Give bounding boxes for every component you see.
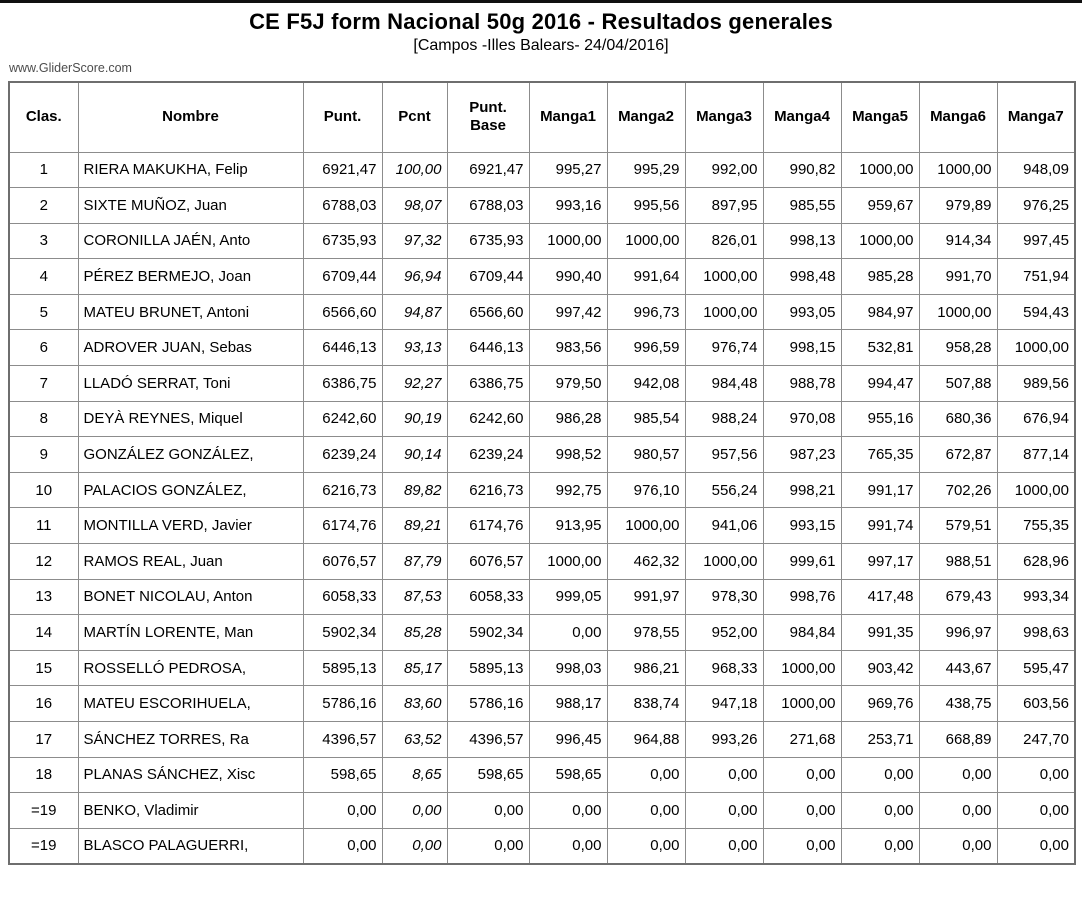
cell-manga1: 990,40 bbox=[529, 259, 607, 295]
cell-punt-base: 598,65 bbox=[447, 757, 529, 793]
cell-manga6: 0,00 bbox=[919, 793, 997, 829]
cell-nombre: ROSSELLÓ PEDROSA, bbox=[78, 650, 303, 686]
cell-manga1: 996,45 bbox=[529, 722, 607, 758]
cell-manga2: 964,88 bbox=[607, 722, 685, 758]
table-row bbox=[9, 259, 1075, 295]
cell-nombre: MONTILLA VERD, Javier bbox=[78, 508, 303, 544]
cell-nombre: GONZÁLEZ GONZÁLEZ, bbox=[78, 437, 303, 473]
col-header-manga4: Manga4 bbox=[763, 82, 841, 152]
cell-manga7: 993,34 bbox=[997, 579, 1075, 615]
cell-clas: 12 bbox=[9, 544, 78, 580]
cell-punt-base: 6386,75 bbox=[447, 366, 529, 402]
event-location-date: [Campos -Illes Balears- 24/04/2016] bbox=[413, 37, 669, 54]
cell-manga4: 998,21 bbox=[763, 472, 841, 508]
cell-clas: 17 bbox=[9, 722, 78, 758]
col-header-manga3: Manga3 bbox=[685, 82, 763, 152]
cell-clas: 2 bbox=[9, 188, 78, 224]
cell-manga3: 992,00 bbox=[685, 152, 763, 188]
cell-manga6: 668,89 bbox=[919, 722, 997, 758]
cell-manga6: 680,36 bbox=[919, 401, 997, 437]
cell-manga4: 970,08 bbox=[763, 401, 841, 437]
cell-manga2: 996,59 bbox=[607, 330, 685, 366]
cell-manga6: 679,43 bbox=[919, 579, 997, 615]
cell-nombre: MARTÍN LORENTE, Man bbox=[78, 615, 303, 651]
cell-punt-base: 0,00 bbox=[447, 793, 529, 829]
cell-manga7: 1000,00 bbox=[997, 330, 1075, 366]
cell-punt-base: 6788,03 bbox=[447, 188, 529, 224]
cell-manga4: 0,00 bbox=[763, 793, 841, 829]
cell-manga4: 998,15 bbox=[763, 330, 841, 366]
cell-manga5: 0,00 bbox=[841, 793, 919, 829]
col-header-nombre: Nombre bbox=[78, 82, 303, 152]
cell-pcnt: 85,28 bbox=[382, 615, 447, 651]
cell-manga3: 0,00 bbox=[685, 757, 763, 793]
cell-manga4: 984,84 bbox=[763, 615, 841, 651]
cell-manga6: 702,26 bbox=[919, 472, 997, 508]
table-row bbox=[9, 188, 1075, 224]
cell-punt: 5786,16 bbox=[303, 686, 382, 722]
cell-punt: 0,00 bbox=[303, 793, 382, 829]
cell-manga6: 672,87 bbox=[919, 437, 997, 473]
cell-manga5: 417,48 bbox=[841, 579, 919, 615]
cell-manga4: 988,78 bbox=[763, 366, 841, 402]
cell-pcnt: 90,14 bbox=[382, 437, 447, 473]
cell-pcnt: 83,60 bbox=[382, 686, 447, 722]
cell-pcnt: 8,65 bbox=[382, 757, 447, 793]
table-row bbox=[9, 579, 1075, 615]
cell-manga3: 1000,00 bbox=[685, 544, 763, 580]
cell-manga7: 0,00 bbox=[997, 793, 1075, 829]
cell-nombre: SIXTE MUÑOZ, Juan bbox=[78, 188, 303, 224]
cell-pcnt: 94,87 bbox=[382, 294, 447, 330]
cell-manga2: 462,32 bbox=[607, 544, 685, 580]
cell-clas: 1 bbox=[9, 152, 78, 188]
cell-clas: 3 bbox=[9, 223, 78, 259]
cell-manga7: 997,45 bbox=[997, 223, 1075, 259]
cell-manga2: 976,10 bbox=[607, 472, 685, 508]
cell-manga3: 978,30 bbox=[685, 579, 763, 615]
cell-manga7: 247,70 bbox=[997, 722, 1075, 758]
col-header-manga6: Manga6 bbox=[919, 82, 997, 152]
cell-manga3: 826,01 bbox=[685, 223, 763, 259]
cell-manga6: 958,28 bbox=[919, 330, 997, 366]
cell-manga4: 990,82 bbox=[763, 152, 841, 188]
col-header-punt-base: Punt. Base bbox=[447, 82, 529, 152]
cell-pcnt: 0,00 bbox=[382, 828, 447, 864]
cell-manga3: 976,74 bbox=[685, 330, 763, 366]
cell-pcnt: 100,00 bbox=[382, 152, 447, 188]
col-header-pcnt: Pcnt bbox=[382, 82, 447, 152]
cell-manga7: 1000,00 bbox=[997, 472, 1075, 508]
cell-manga7: 998,63 bbox=[997, 615, 1075, 651]
cell-nombre: BLASCO PALAGUERRI, bbox=[78, 828, 303, 864]
cell-punt-base: 6735,93 bbox=[447, 223, 529, 259]
cell-manga3: 0,00 bbox=[685, 793, 763, 829]
cell-manga4: 985,55 bbox=[763, 188, 841, 224]
cell-manga1: 995,27 bbox=[529, 152, 607, 188]
table-row bbox=[9, 330, 1075, 366]
cell-clas: =19 bbox=[9, 828, 78, 864]
table-row bbox=[9, 223, 1075, 259]
cell-manga4: 987,23 bbox=[763, 437, 841, 473]
cell-manga4: 998,48 bbox=[763, 259, 841, 295]
cell-punt: 5895,13 bbox=[303, 650, 382, 686]
cell-pcnt: 87,79 bbox=[382, 544, 447, 580]
cell-clas: 7 bbox=[9, 366, 78, 402]
cell-manga3: 968,33 bbox=[685, 650, 763, 686]
cell-pcnt: 96,94 bbox=[382, 259, 447, 295]
cell-pcnt: 92,27 bbox=[382, 366, 447, 402]
cell-punt: 6242,60 bbox=[303, 401, 382, 437]
cell-manga5: 991,74 bbox=[841, 508, 919, 544]
cell-pcnt: 97,32 bbox=[382, 223, 447, 259]
cell-nombre: BENKO, Vladimir bbox=[78, 793, 303, 829]
cell-punt: 598,65 bbox=[303, 757, 382, 793]
results-table bbox=[8, 81, 1076, 865]
cell-manga6: 979,89 bbox=[919, 188, 997, 224]
table-row bbox=[9, 650, 1075, 686]
cell-punt-base: 6566,60 bbox=[447, 294, 529, 330]
cell-clas: 6 bbox=[9, 330, 78, 366]
cell-manga5: 969,76 bbox=[841, 686, 919, 722]
cell-manga2: 0,00 bbox=[607, 757, 685, 793]
cell-manga6: 988,51 bbox=[919, 544, 997, 580]
cell-manga3: 993,26 bbox=[685, 722, 763, 758]
cell-manga3: 947,18 bbox=[685, 686, 763, 722]
cell-manga2: 980,57 bbox=[607, 437, 685, 473]
cell-manga2: 991,64 bbox=[607, 259, 685, 295]
cell-manga2: 1000,00 bbox=[607, 223, 685, 259]
cell-manga5: 959,67 bbox=[841, 188, 919, 224]
table-row bbox=[9, 722, 1075, 758]
col-header-manga2: Manga2 bbox=[607, 82, 685, 152]
cell-manga2: 985,54 bbox=[607, 401, 685, 437]
cell-pcnt: 89,82 bbox=[382, 472, 447, 508]
cell-manga1: 0,00 bbox=[529, 615, 607, 651]
cell-nombre: SÁNCHEZ TORRES, Ra bbox=[78, 722, 303, 758]
cell-manga6: 1000,00 bbox=[919, 294, 997, 330]
cell-clas: 5 bbox=[9, 294, 78, 330]
cell-pcnt: 89,21 bbox=[382, 508, 447, 544]
cell-manga4: 993,15 bbox=[763, 508, 841, 544]
table-row bbox=[9, 472, 1075, 508]
cell-manga5: 991,35 bbox=[841, 615, 919, 651]
cell-manga2: 0,00 bbox=[607, 828, 685, 864]
cell-punt-base: 5902,34 bbox=[447, 615, 529, 651]
table-row bbox=[9, 686, 1075, 722]
cell-manga4: 999,61 bbox=[763, 544, 841, 580]
cell-manga1: 997,42 bbox=[529, 294, 607, 330]
cell-manga1: 992,75 bbox=[529, 472, 607, 508]
cell-manga1: 993,16 bbox=[529, 188, 607, 224]
cell-clas: 8 bbox=[9, 401, 78, 437]
cell-manga7: 989,56 bbox=[997, 366, 1075, 402]
cell-manga1: 999,05 bbox=[529, 579, 607, 615]
cell-punt: 6386,75 bbox=[303, 366, 382, 402]
cell-manga4: 0,00 bbox=[763, 757, 841, 793]
cell-punt: 6921,47 bbox=[303, 152, 382, 188]
cell-manga4: 998,76 bbox=[763, 579, 841, 615]
cell-manga4: 1000,00 bbox=[763, 686, 841, 722]
cell-punt: 6788,03 bbox=[303, 188, 382, 224]
cell-manga5: 997,17 bbox=[841, 544, 919, 580]
cell-nombre: RIERA MAKUKHA, Felip bbox=[78, 152, 303, 188]
cell-clas: 18 bbox=[9, 757, 78, 793]
cell-nombre: PLANAS SÁNCHEZ, Xisc bbox=[78, 757, 303, 793]
cell-manga1: 983,56 bbox=[529, 330, 607, 366]
cell-manga1: 979,50 bbox=[529, 366, 607, 402]
cell-manga6: 443,67 bbox=[919, 650, 997, 686]
cell-manga6: 1000,00 bbox=[919, 152, 997, 188]
window-top-edge bbox=[0, 0, 1082, 3]
cell-punt-base: 6239,24 bbox=[447, 437, 529, 473]
cell-manga5: 955,16 bbox=[841, 401, 919, 437]
cell-punt: 4396,57 bbox=[303, 722, 382, 758]
cell-manga5: 903,42 bbox=[841, 650, 919, 686]
cell-manga7: 595,47 bbox=[997, 650, 1075, 686]
cell-pcnt: 93,13 bbox=[382, 330, 447, 366]
cell-nombre: ADROVER JUAN, Sebas bbox=[78, 330, 303, 366]
cell-manga2: 978,55 bbox=[607, 615, 685, 651]
cell-manga7: 628,96 bbox=[997, 544, 1075, 580]
cell-punt-base: 5786,16 bbox=[447, 686, 529, 722]
cell-manga1: 998,03 bbox=[529, 650, 607, 686]
cell-manga5: 984,97 bbox=[841, 294, 919, 330]
cell-clas: =19 bbox=[9, 793, 78, 829]
cell-manga7: 594,43 bbox=[997, 294, 1075, 330]
cell-manga2: 986,21 bbox=[607, 650, 685, 686]
cell-manga3: 957,56 bbox=[685, 437, 763, 473]
cell-manga5: 532,81 bbox=[841, 330, 919, 366]
cell-clas: 14 bbox=[9, 615, 78, 651]
table-row bbox=[9, 757, 1075, 793]
cell-nombre: PALACIOS GONZÁLEZ, bbox=[78, 472, 303, 508]
cell-manga2: 0,00 bbox=[607, 793, 685, 829]
cell-punt: 5902,34 bbox=[303, 615, 382, 651]
cell-nombre: MATEU ESCORIHUELA, bbox=[78, 686, 303, 722]
cell-manga4: 993,05 bbox=[763, 294, 841, 330]
cell-clas: 13 bbox=[9, 579, 78, 615]
cell-manga6: 507,88 bbox=[919, 366, 997, 402]
cell-punt-base: 0,00 bbox=[447, 828, 529, 864]
cell-clas: 4 bbox=[9, 259, 78, 295]
cell-manga2: 991,97 bbox=[607, 579, 685, 615]
cell-punt: 6216,73 bbox=[303, 472, 382, 508]
cell-manga1: 0,00 bbox=[529, 793, 607, 829]
cell-manga4: 998,13 bbox=[763, 223, 841, 259]
cell-manga4: 1000,00 bbox=[763, 650, 841, 686]
cell-clas: 11 bbox=[9, 508, 78, 544]
cell-manga2: 995,56 bbox=[607, 188, 685, 224]
table-row bbox=[9, 544, 1075, 580]
cell-pcnt: 0,00 bbox=[382, 793, 447, 829]
cell-manga7: 948,09 bbox=[997, 152, 1075, 188]
cell-clas: 10 bbox=[9, 472, 78, 508]
cell-punt: 6735,93 bbox=[303, 223, 382, 259]
cell-manga5: 985,28 bbox=[841, 259, 919, 295]
cell-pcnt: 90,19 bbox=[382, 401, 447, 437]
cell-manga6: 991,70 bbox=[919, 259, 997, 295]
cell-manga2: 996,73 bbox=[607, 294, 685, 330]
cell-punt-base: 6242,60 bbox=[447, 401, 529, 437]
gliderscore-url: www.GliderScore.com bbox=[9, 61, 132, 75]
header-row bbox=[9, 82, 1075, 152]
cell-manga6: 0,00 bbox=[919, 757, 997, 793]
cell-punt: 6076,57 bbox=[303, 544, 382, 580]
cell-punt-base: 6058,33 bbox=[447, 579, 529, 615]
cell-manga7: 0,00 bbox=[997, 757, 1075, 793]
cell-manga2: 1000,00 bbox=[607, 508, 685, 544]
cell-punt: 6446,13 bbox=[303, 330, 382, 366]
cell-manga5: 1000,00 bbox=[841, 152, 919, 188]
cell-manga6: 579,51 bbox=[919, 508, 997, 544]
cell-manga4: 271,68 bbox=[763, 722, 841, 758]
cell-manga3: 897,95 bbox=[685, 188, 763, 224]
cell-punt: 6058,33 bbox=[303, 579, 382, 615]
cell-nombre: CORONILLA JAÉN, Anto bbox=[78, 223, 303, 259]
cell-manga3: 984,48 bbox=[685, 366, 763, 402]
cell-nombre: LLADÓ SERRAT, Toni bbox=[78, 366, 303, 402]
cell-punt-base: 6921,47 bbox=[447, 152, 529, 188]
table-row bbox=[9, 401, 1075, 437]
cell-punt-base: 6446,13 bbox=[447, 330, 529, 366]
col-header-punt: Punt. bbox=[303, 82, 382, 152]
cell-punt: 0,00 bbox=[303, 828, 382, 864]
cell-manga3: 1000,00 bbox=[685, 294, 763, 330]
cell-manga1: 986,28 bbox=[529, 401, 607, 437]
cell-manga6: 996,97 bbox=[919, 615, 997, 651]
cell-manga7: 877,14 bbox=[997, 437, 1075, 473]
cell-manga3: 0,00 bbox=[685, 828, 763, 864]
cell-manga5: 0,00 bbox=[841, 828, 919, 864]
cell-manga5: 765,35 bbox=[841, 437, 919, 473]
table-row bbox=[9, 793, 1075, 829]
cell-nombre: PÉREZ BERMEJO, Joan bbox=[78, 259, 303, 295]
cell-manga5: 253,71 bbox=[841, 722, 919, 758]
cell-clas: 16 bbox=[9, 686, 78, 722]
cell-punt-base: 4396,57 bbox=[447, 722, 529, 758]
col-header-manga7: Manga7 bbox=[997, 82, 1075, 152]
cell-punt-base: 5895,13 bbox=[447, 650, 529, 686]
table-row bbox=[9, 152, 1075, 188]
cell-manga5: 991,17 bbox=[841, 472, 919, 508]
results-table-body bbox=[9, 152, 1075, 864]
table-row bbox=[9, 437, 1075, 473]
cell-manga6: 0,00 bbox=[919, 828, 997, 864]
cell-manga7: 0,00 bbox=[997, 828, 1075, 864]
cell-manga5: 0,00 bbox=[841, 757, 919, 793]
col-header-manga1: Manga1 bbox=[529, 82, 607, 152]
cell-manga7: 755,35 bbox=[997, 508, 1075, 544]
cell-manga2: 995,29 bbox=[607, 152, 685, 188]
cell-punt: 6239,24 bbox=[303, 437, 382, 473]
cell-manga3: 941,06 bbox=[685, 508, 763, 544]
table-row bbox=[9, 366, 1075, 402]
cell-manga1: 598,65 bbox=[529, 757, 607, 793]
table-row bbox=[9, 294, 1075, 330]
cell-pcnt: 98,07 bbox=[382, 188, 447, 224]
cell-clas: 15 bbox=[9, 650, 78, 686]
cell-manga7: 751,94 bbox=[997, 259, 1075, 295]
page-title: CE F5J form Nacional 50g 2016 - Resultados generales bbox=[249, 9, 833, 34]
cell-nombre: DEYÀ REYNES, Miquel bbox=[78, 401, 303, 437]
cell-punt-base: 6709,44 bbox=[447, 259, 529, 295]
cell-manga3: 1000,00 bbox=[685, 259, 763, 295]
cell-manga1: 0,00 bbox=[529, 828, 607, 864]
cell-punt: 6709,44 bbox=[303, 259, 382, 295]
table-row bbox=[9, 828, 1075, 864]
cell-nombre: RAMOS REAL, Juan bbox=[78, 544, 303, 580]
cell-punt-base: 6076,57 bbox=[447, 544, 529, 580]
col-header-clas: Clas. bbox=[9, 82, 78, 152]
cell-manga4: 0,00 bbox=[763, 828, 841, 864]
cell-manga6: 914,34 bbox=[919, 223, 997, 259]
col-header-manga5: Manga5 bbox=[841, 82, 919, 152]
cell-manga1: 1000,00 bbox=[529, 223, 607, 259]
cell-clas: 9 bbox=[9, 437, 78, 473]
cell-manga7: 676,94 bbox=[997, 401, 1075, 437]
cell-punt-base: 6174,76 bbox=[447, 508, 529, 544]
cell-manga6: 438,75 bbox=[919, 686, 997, 722]
cell-manga3: 556,24 bbox=[685, 472, 763, 508]
table-row bbox=[9, 615, 1075, 651]
cell-manga1: 913,95 bbox=[529, 508, 607, 544]
cell-manga1: 998,52 bbox=[529, 437, 607, 473]
cell-pcnt: 87,53 bbox=[382, 579, 447, 615]
cell-manga5: 1000,00 bbox=[841, 223, 919, 259]
cell-punt: 6566,60 bbox=[303, 294, 382, 330]
cell-manga7: 603,56 bbox=[997, 686, 1075, 722]
cell-manga3: 988,24 bbox=[685, 401, 763, 437]
cell-manga2: 942,08 bbox=[607, 366, 685, 402]
cell-manga2: 838,74 bbox=[607, 686, 685, 722]
cell-manga5: 994,47 bbox=[841, 366, 919, 402]
cell-manga1: 1000,00 bbox=[529, 544, 607, 580]
cell-nombre: MATEU BRUNET, Antoni bbox=[78, 294, 303, 330]
cell-nombre: BONET NICOLAU, Anton bbox=[78, 579, 303, 615]
cell-manga1: 988,17 bbox=[529, 686, 607, 722]
cell-punt: 6174,76 bbox=[303, 508, 382, 544]
cell-pcnt: 85,17 bbox=[382, 650, 447, 686]
cell-pcnt: 63,52 bbox=[382, 722, 447, 758]
cell-punt-base: 6216,73 bbox=[447, 472, 529, 508]
table-row bbox=[9, 508, 1075, 544]
cell-manga3: 952,00 bbox=[685, 615, 763, 651]
cell-manga7: 976,25 bbox=[997, 188, 1075, 224]
